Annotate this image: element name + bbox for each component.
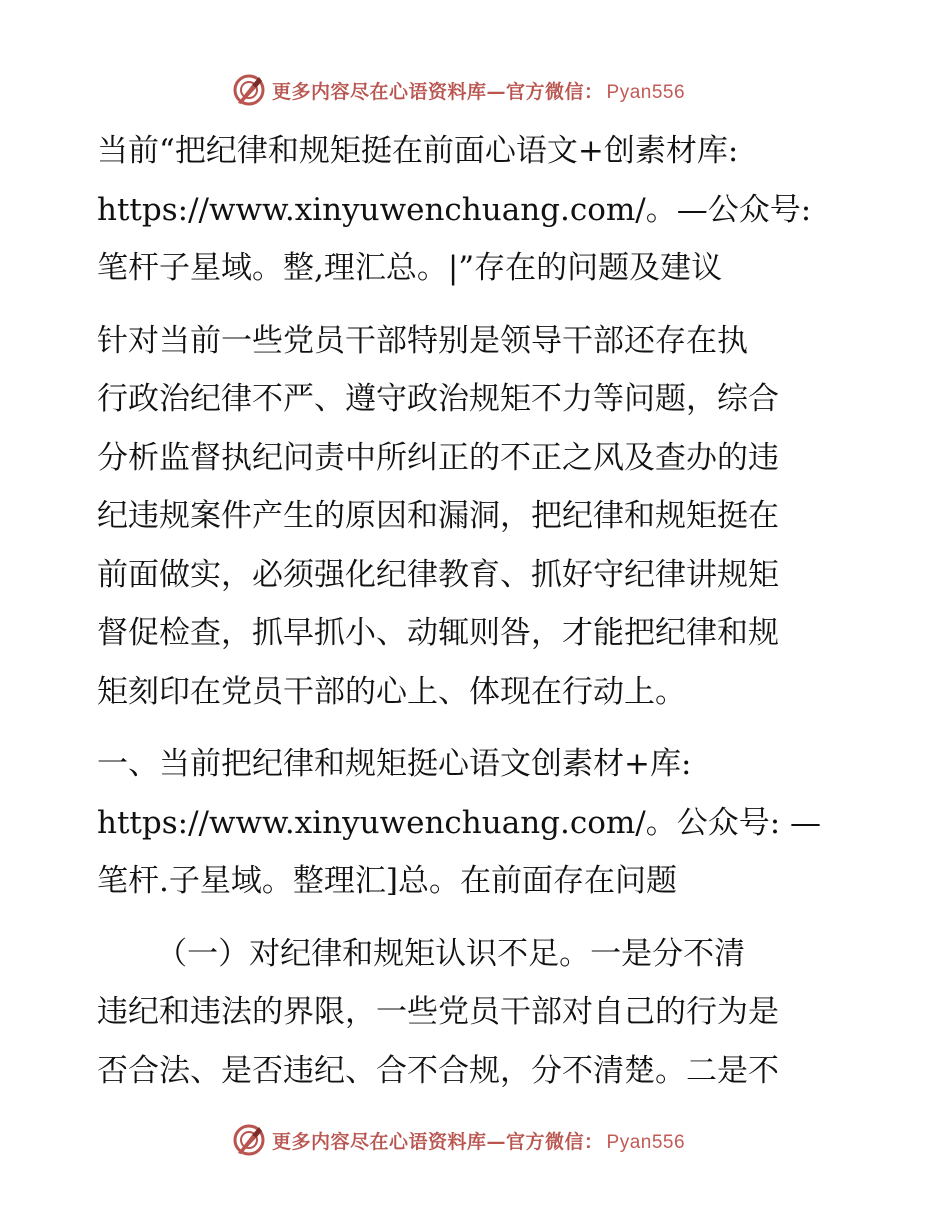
subsection-paragraph — [97, 925, 853, 1101]
intro-paragraph — [97, 312, 853, 722]
paragraph-line: 分析监督执纪问责中所纠正的不正之风及查办的违 — [97, 439, 779, 476]
watermark-contact: Pyan556 — [606, 81, 686, 103]
header-watermark — [232, 73, 685, 107]
document-body — [97, 122, 853, 1100]
paragraph-line: 矩刻印在党员干部的心上、体现在行动上。 — [97, 673, 686, 710]
heading-line: 笔杆.子星域。整理汇]总。在前面存在问题 — [97, 863, 677, 899]
title-line: 笔杆子星域。整,理汇总。|”存在的问题及建议 — [97, 250, 723, 286]
paragraph-line: （一）对纪律和规矩认识不足。一是分不清 — [97, 935, 746, 972]
footer-watermark — [232, 1123, 685, 1157]
paragraph-line: 违纪和违法的界限，一些党员干部对自己的行为是 — [97, 994, 779, 1030]
title-line: 当前“把纪律和规矩挺在前面心语文+创素材库: — [97, 133, 739, 169]
title-line: https://www.xinyuwenchuang.com/。—公众号: — [97, 191, 812, 228]
watermark-contact: Pyan556 — [606, 1131, 686, 1153]
heading-line: 一、当前把纪律和规矩挺心语文创素材+库: — [97, 746, 692, 782]
paragraph-line: 纪违规案件产生的原因和漏洞，把纪律和规矩挺在 — [97, 498, 779, 534]
pen-logo-icon — [232, 1123, 266, 1157]
paragraph-line: 针对当前一些党员干部特别是领导干部还存在执 — [97, 322, 748, 359]
pen-logo-icon — [232, 73, 266, 107]
watermark-text: 更多内容尽在心语资料库—官方微信： Pyan556 — [272, 80, 686, 103]
document-title — [97, 122, 853, 298]
paragraph-line: 否合法、是否违纪、合不合规，分不清楚。二是不 — [97, 1052, 779, 1089]
heading-line: https://www.xinyuwenchuang.com/。公众号: — — [97, 804, 822, 841]
section-heading — [97, 735, 853, 911]
paragraph-line: 前面做实，必须强化纪律教育、抓好守纪律讲规矩 — [97, 556, 779, 593]
paragraph-line: 行政治纪律不严、遵守政治规矩不力等问题，综合 — [97, 381, 779, 417]
paragraph-line: 督促检查，抓早抓小、动辄则咎，才能把纪律和规 — [97, 615, 779, 651]
watermark-text: 更多内容尽在心语资料库—官方微信： Pyan556 — [272, 1130, 686, 1153]
